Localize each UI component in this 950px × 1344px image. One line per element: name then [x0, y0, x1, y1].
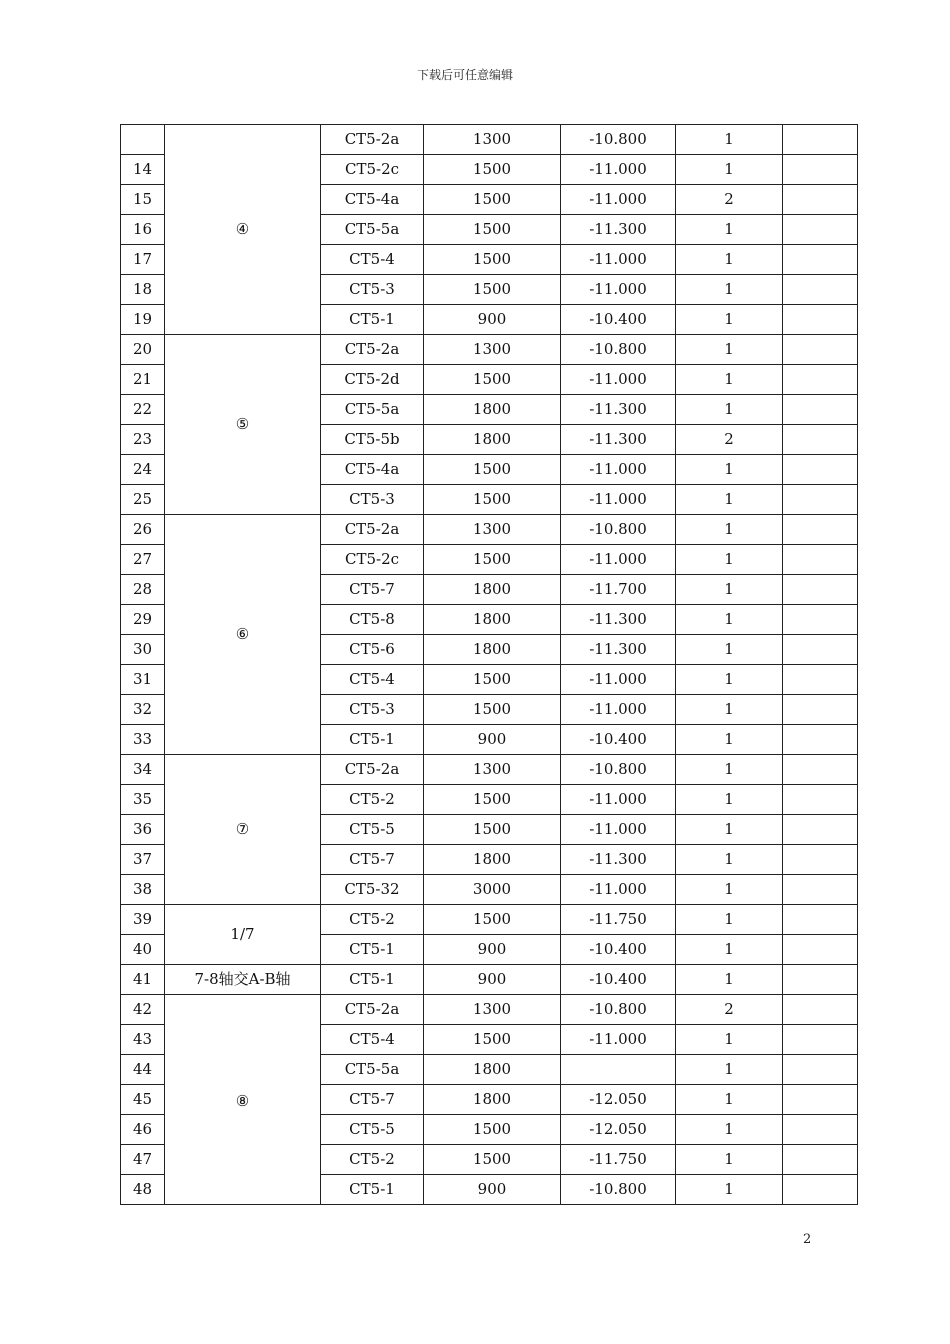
table-body — [121, 125, 858, 1205]
quantity-cell: 1 — [676, 455, 783, 485]
note-cell — [783, 995, 858, 1025]
diameter-cell: 1500 — [424, 215, 561, 245]
pile-type-cell: CT5-1 — [321, 935, 424, 965]
table-row — [121, 965, 858, 995]
pile-type-cell: CT5-1 — [321, 305, 424, 335]
note-cell — [783, 1085, 858, 1115]
quantity-cell: 1 — [676, 305, 783, 335]
row-number-cell: 29 — [121, 605, 165, 635]
diameter-cell: 900 — [424, 965, 561, 995]
table-row — [121, 515, 858, 545]
pile-type-cell: CT5-2 — [321, 785, 424, 815]
pile-schedule-table — [120, 124, 858, 1205]
row-number-cell: 21 — [121, 365, 165, 395]
note-cell — [783, 1145, 858, 1175]
pile-type-cell: CT5-5a — [321, 1055, 424, 1085]
row-number-cell: 20 — [121, 335, 165, 365]
table-row — [121, 755, 858, 785]
quantity-cell: 1 — [676, 725, 783, 755]
axis-group-cell: ⑤ — [165, 335, 321, 515]
row-number-cell: 44 — [121, 1055, 165, 1085]
diameter-cell: 1800 — [424, 425, 561, 455]
quantity-cell: 1 — [676, 245, 783, 275]
pile-type-cell: CT5-5b — [321, 425, 424, 455]
diameter-cell: 1500 — [424, 665, 561, 695]
note-cell — [783, 725, 858, 755]
axis-group-cell: ⑥ — [165, 515, 321, 755]
pile-type-cell: CT5-1 — [321, 1175, 424, 1205]
quantity-cell: 2 — [676, 425, 783, 455]
quantity-cell: 1 — [676, 965, 783, 995]
row-number-cell: 45 — [121, 1085, 165, 1115]
elevation-cell: -11.300 — [561, 425, 676, 455]
diameter-cell: 1500 — [424, 905, 561, 935]
note-cell — [783, 185, 858, 215]
quantity-cell: 1 — [676, 275, 783, 305]
pile-type-cell: CT5-2a — [321, 125, 424, 155]
diameter-cell: 1300 — [424, 125, 561, 155]
row-number-cell: 46 — [121, 1115, 165, 1145]
note-cell — [783, 605, 858, 635]
note-cell — [783, 395, 858, 425]
diameter-cell: 900 — [424, 305, 561, 335]
row-number-cell: 42 — [121, 995, 165, 1025]
quantity-cell: 1 — [676, 695, 783, 725]
elevation-cell: -11.000 — [561, 455, 676, 485]
pile-type-cell: CT5-4a — [321, 185, 424, 215]
elevation-cell: -10.400 — [561, 725, 676, 755]
elevation-cell: -11.750 — [561, 1145, 676, 1175]
axis-group-cell: ④ — [165, 125, 321, 335]
page-number: 2 — [803, 1232, 812, 1247]
note-cell — [783, 515, 858, 545]
diameter-cell: 1500 — [424, 785, 561, 815]
axis-group-cell: 7-8轴交A-B轴 — [165, 965, 321, 995]
diameter-cell: 1300 — [424, 335, 561, 365]
note-cell — [783, 275, 858, 305]
row-number-cell: 26 — [121, 515, 165, 545]
note-cell — [783, 1175, 858, 1205]
quantity-cell: 1 — [676, 155, 783, 185]
quantity-cell: 1 — [676, 1175, 783, 1205]
quantity-cell: 1 — [676, 545, 783, 575]
note-cell — [783, 845, 858, 875]
quantity-cell: 1 — [676, 905, 783, 935]
diameter-cell: 1800 — [424, 635, 561, 665]
row-number-cell — [121, 125, 165, 155]
pile-type-cell: CT5-2c — [321, 155, 424, 185]
quantity-cell: 1 — [676, 845, 783, 875]
elevation-cell: -10.400 — [561, 305, 676, 335]
note-cell — [783, 785, 858, 815]
quantity-cell: 1 — [676, 365, 783, 395]
note-cell — [783, 455, 858, 485]
pile-type-cell: CT5-6 — [321, 635, 424, 665]
diameter-cell: 1800 — [424, 1085, 561, 1115]
quantity-cell: 1 — [676, 1145, 783, 1175]
quantity-cell: 1 — [676, 605, 783, 635]
pile-type-cell: CT5-2a — [321, 755, 424, 785]
diameter-cell: 1800 — [424, 575, 561, 605]
row-number-cell: 43 — [121, 1025, 165, 1055]
elevation-cell: -11.000 — [561, 815, 676, 845]
elevation-cell: -11.000 — [561, 785, 676, 815]
note-cell — [783, 155, 858, 185]
quantity-cell: 1 — [676, 875, 783, 905]
elevation-cell: -12.050 — [561, 1115, 676, 1145]
quantity-cell: 1 — [676, 335, 783, 365]
row-number-cell: 23 — [121, 425, 165, 455]
diameter-cell: 1300 — [424, 755, 561, 785]
elevation-cell: -11.750 — [561, 905, 676, 935]
elevation-cell: -11.000 — [561, 665, 676, 695]
pile-type-cell: CT5-2d — [321, 365, 424, 395]
row-number-cell: 15 — [121, 185, 165, 215]
table-row — [121, 995, 858, 1025]
quantity-cell: 1 — [676, 815, 783, 845]
row-number-cell: 33 — [121, 725, 165, 755]
row-number-cell: 18 — [121, 275, 165, 305]
elevation-cell: -12.050 — [561, 1085, 676, 1115]
note-cell — [783, 1055, 858, 1085]
row-number-cell: 35 — [121, 785, 165, 815]
row-number-cell: 36 — [121, 815, 165, 845]
quantity-cell: 1 — [676, 395, 783, 425]
note-cell — [783, 665, 858, 695]
elevation-cell — [561, 1055, 676, 1085]
elevation-cell: -10.400 — [561, 935, 676, 965]
diameter-cell: 1500 — [424, 1145, 561, 1175]
note-cell — [783, 305, 858, 335]
row-number-cell: 41 — [121, 965, 165, 995]
pile-type-cell: CT5-2a — [321, 335, 424, 365]
row-number-cell: 27 — [121, 545, 165, 575]
elevation-cell: -11.000 — [561, 545, 676, 575]
diameter-cell: 1500 — [424, 275, 561, 305]
diameter-cell: 1800 — [424, 845, 561, 875]
diameter-cell: 1500 — [424, 1115, 561, 1145]
note-cell — [783, 1115, 858, 1145]
row-number-cell: 14 — [121, 155, 165, 185]
axis-group-cell: 1/7 — [165, 905, 321, 965]
elevation-cell: -11.000 — [561, 1025, 676, 1055]
diameter-cell: 3000 — [424, 875, 561, 905]
row-number-cell: 19 — [121, 305, 165, 335]
note-cell — [783, 545, 858, 575]
elevation-cell: -10.400 — [561, 965, 676, 995]
note-cell — [783, 335, 858, 365]
note-cell — [783, 1025, 858, 1055]
diameter-cell: 900 — [424, 935, 561, 965]
table-row — [121, 335, 858, 365]
note-cell — [783, 755, 858, 785]
elevation-cell: -11.300 — [561, 635, 676, 665]
axis-group-cell: ⑦ — [165, 755, 321, 905]
elevation-cell: -11.000 — [561, 695, 676, 725]
note-cell — [783, 965, 858, 995]
pile-type-cell: CT5-2a — [321, 515, 424, 545]
pile-type-cell: CT5-7 — [321, 575, 424, 605]
pile-type-cell: CT5-4 — [321, 245, 424, 275]
pile-type-cell: CT5-8 — [321, 605, 424, 635]
pile-type-cell: CT5-2a — [321, 995, 424, 1025]
diameter-cell: 1500 — [424, 1025, 561, 1055]
note-cell — [783, 125, 858, 155]
diameter-cell: 1500 — [424, 485, 561, 515]
note-cell — [783, 215, 858, 245]
elevation-cell: -11.700 — [561, 575, 676, 605]
pile-type-cell: CT5-2 — [321, 1145, 424, 1175]
elevation-cell: -10.800 — [561, 755, 676, 785]
note-cell — [783, 485, 858, 515]
note-cell — [783, 575, 858, 605]
note-cell — [783, 365, 858, 395]
note-cell — [783, 695, 858, 725]
elevation-cell: -10.800 — [561, 1175, 676, 1205]
diameter-cell: 1500 — [424, 545, 561, 575]
pile-type-cell: CT5-3 — [321, 485, 424, 515]
pile-type-cell: CT5-4a — [321, 455, 424, 485]
note-cell — [783, 245, 858, 275]
diameter-cell: 1500 — [424, 455, 561, 485]
diameter-cell: 1500 — [424, 695, 561, 725]
diameter-cell: 1800 — [424, 395, 561, 425]
pile-type-cell: CT5-1 — [321, 725, 424, 755]
pile-type-cell: CT5-32 — [321, 875, 424, 905]
row-number-cell: 25 — [121, 485, 165, 515]
row-number-cell: 28 — [121, 575, 165, 605]
row-number-cell: 31 — [121, 665, 165, 695]
row-number-cell: 37 — [121, 845, 165, 875]
note-cell — [783, 425, 858, 455]
quantity-cell: 1 — [676, 665, 783, 695]
pile-type-cell: CT5-4 — [321, 1025, 424, 1055]
pile-type-cell: CT5-1 — [321, 965, 424, 995]
row-number-cell: 32 — [121, 695, 165, 725]
elevation-cell: -11.000 — [561, 485, 676, 515]
quantity-cell: 1 — [676, 635, 783, 665]
pile-type-cell: CT5-5 — [321, 1115, 424, 1145]
pile-type-cell: CT5-7 — [321, 845, 424, 875]
quantity-cell: 2 — [676, 995, 783, 1025]
quantity-cell: 1 — [676, 515, 783, 545]
diameter-cell: 1800 — [424, 1055, 561, 1085]
quantity-cell: 1 — [676, 755, 783, 785]
quantity-cell: 1 — [676, 1025, 783, 1055]
elevation-cell: -11.300 — [561, 215, 676, 245]
quantity-cell: 2 — [676, 185, 783, 215]
quantity-cell: 1 — [676, 1055, 783, 1085]
row-number-cell: 24 — [121, 455, 165, 485]
quantity-cell: 1 — [676, 1115, 783, 1145]
elevation-cell: -11.300 — [561, 605, 676, 635]
elevation-cell: -11.000 — [561, 875, 676, 905]
elevation-cell: -11.300 — [561, 395, 676, 425]
pile-type-cell: CT5-4 — [321, 665, 424, 695]
quantity-cell: 1 — [676, 125, 783, 155]
elevation-cell: -10.800 — [561, 335, 676, 365]
row-number-cell: 40 — [121, 935, 165, 965]
quantity-cell: 1 — [676, 485, 783, 515]
quantity-cell: 1 — [676, 935, 783, 965]
diameter-cell: 1500 — [424, 815, 561, 845]
note-cell — [783, 875, 858, 905]
elevation-cell: -11.000 — [561, 155, 676, 185]
note-cell — [783, 935, 858, 965]
diameter-cell: 1300 — [424, 515, 561, 545]
diameter-cell: 1500 — [424, 365, 561, 395]
row-number-cell: 47 — [121, 1145, 165, 1175]
pile-type-cell: CT5-2 — [321, 905, 424, 935]
diameter-cell: 900 — [424, 725, 561, 755]
quantity-cell: 1 — [676, 575, 783, 605]
pile-type-cell: CT5-3 — [321, 695, 424, 725]
pile-type-cell: CT5-3 — [321, 275, 424, 305]
note-cell — [783, 905, 858, 935]
row-number-cell: 22 — [121, 395, 165, 425]
diameter-cell: 1300 — [424, 995, 561, 1025]
diameter-cell: 1500 — [424, 185, 561, 215]
quantity-cell: 1 — [676, 215, 783, 245]
elevation-cell: -11.000 — [561, 245, 676, 275]
elevation-cell: -11.000 — [561, 365, 676, 395]
elevation-cell: -11.300 — [561, 845, 676, 875]
diameter-cell: 900 — [424, 1175, 561, 1205]
row-number-cell: 17 — [121, 245, 165, 275]
row-number-cell: 30 — [121, 635, 165, 665]
elevation-cell: -10.800 — [561, 125, 676, 155]
table-row — [121, 125, 858, 155]
quantity-cell: 1 — [676, 785, 783, 815]
note-cell — [783, 815, 858, 845]
row-number-cell: 34 — [121, 755, 165, 785]
pile-type-cell: CT5-5a — [321, 215, 424, 245]
axis-group-cell: ⑧ — [165, 995, 321, 1205]
elevation-cell: -11.000 — [561, 185, 676, 215]
row-number-cell: 16 — [121, 215, 165, 245]
row-number-cell: 38 — [121, 875, 165, 905]
page-header: 下载后可任意编辑 — [416, 68, 513, 82]
elevation-cell: -10.800 — [561, 515, 676, 545]
pile-type-cell: CT5-2c — [321, 545, 424, 575]
quantity-cell: 1 — [676, 1085, 783, 1115]
diameter-cell: 1500 — [424, 155, 561, 185]
diameter-cell: 1800 — [424, 605, 561, 635]
pile-type-cell: CT5-7 — [321, 1085, 424, 1115]
note-cell — [783, 635, 858, 665]
diameter-cell: 1500 — [424, 245, 561, 275]
elevation-cell: -11.000 — [561, 275, 676, 305]
pile-type-cell: CT5-5 — [321, 815, 424, 845]
elevation-cell: -10.800 — [561, 995, 676, 1025]
pile-type-cell: CT5-5a — [321, 395, 424, 425]
row-number-cell: 48 — [121, 1175, 165, 1205]
table-row — [121, 905, 858, 935]
row-number-cell: 39 — [121, 905, 165, 935]
